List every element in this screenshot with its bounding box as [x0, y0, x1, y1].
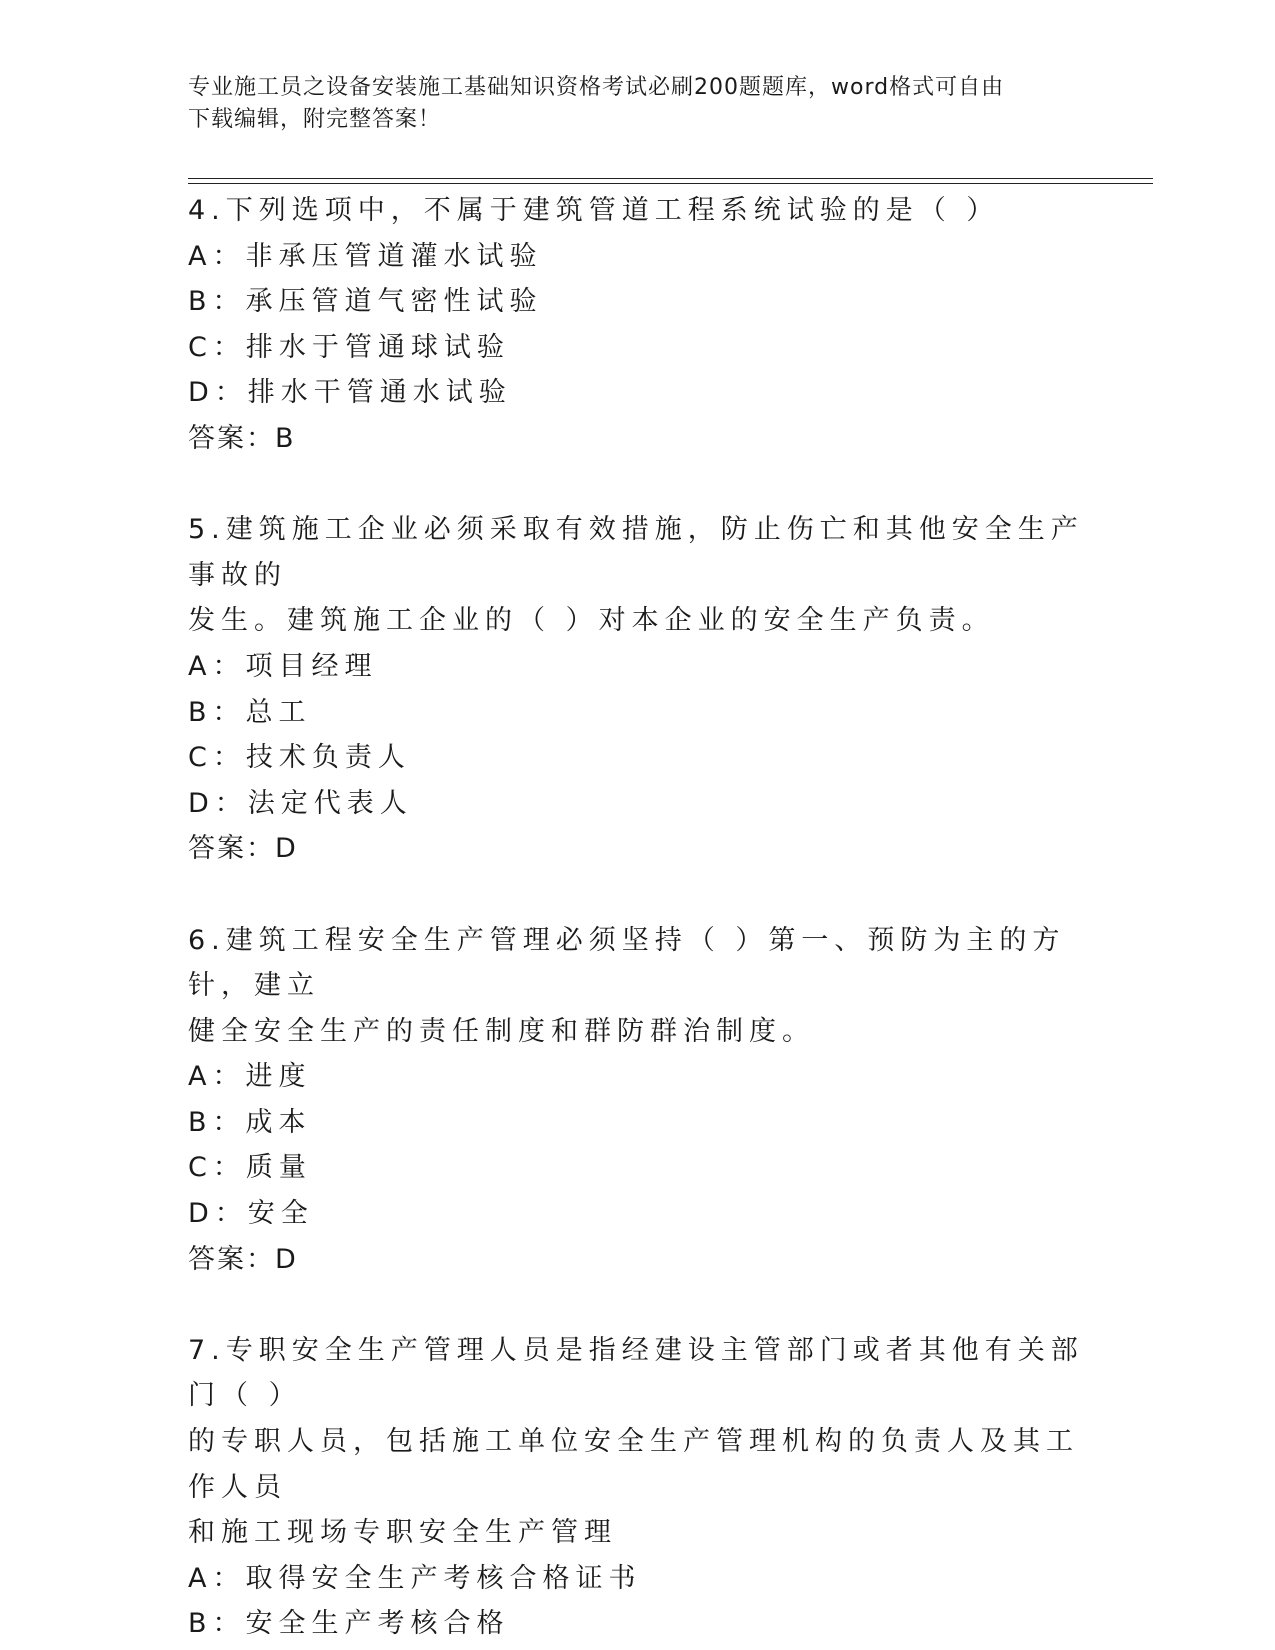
question-4-answer: 答案：B	[188, 422, 296, 454]
question-4-option-d: D：排水干管通水试验	[188, 377, 512, 409]
question-gap	[188, 1282, 1088, 1328]
question-5	[188, 507, 1088, 872]
question-4-stem-line-1: 4.下列选项中，不属于建筑管道工程系统试验的是（ ）	[188, 195, 1000, 226]
header-divider-top	[188, 178, 1153, 179]
question-6-stem-line-2: 健全安全生产的责任制度和群防群治制度。	[188, 1015, 815, 1047]
question-4-option-a: A：非承压管道灌水试验	[188, 240, 543, 272]
question-gap	[188, 872, 1088, 918]
document-header	[188, 72, 1088, 136]
question-6-stem-line-1: 6.建筑工程安全生产管理必须坚持（ ）第一、预防为主的方针，建立	[188, 924, 1066, 1002]
question-4-option-c: C：排水于管通球试验	[188, 331, 510, 363]
question-7-option-b: B：安全生产考核合格	[188, 1608, 510, 1640]
header-line-1: 专业施工员之设备安装施工基础知识资格考试必刷200题题库，word格式可自由	[188, 75, 1005, 100]
question-gap	[188, 462, 1088, 508]
question-7-stem-line-3: 和施工现场专职安全生产管理	[188, 1517, 617, 1549]
question-5-stem-line-1: 5.建筑施工企业必须采取有效措施，防止伤亡和其他安全生产事故的	[188, 514, 1084, 591]
question-7	[188, 1328, 1088, 1647]
header-divider-bottom	[188, 183, 1153, 184]
question-4	[188, 188, 1088, 462]
question-7-option-a: A：取得安全生产考核合格证书	[188, 1562, 642, 1594]
question-6-option-d: D：安全	[188, 1198, 314, 1230]
question-6-option-a: A：进度	[188, 1061, 312, 1093]
question-6-answer: 答案：D	[188, 1243, 298, 1275]
question-6-option-c: C：质量	[188, 1152, 312, 1184]
question-5-option-a: A：项目经理	[188, 650, 378, 682]
question-6	[188, 918, 1088, 1283]
question-5-option-d: D：法定代表人	[188, 787, 413, 819]
question-5-answer: 答案：D	[188, 833, 298, 865]
question-7-stem-line-1: 7.专职安全生产管理人员是指经建设主管部门或者其他有关部门（ ）	[188, 1334, 1084, 1412]
question-4-option-b: B：承压管道气密性试验	[188, 286, 543, 318]
question-5-stem-line-2: 发生。建筑施工企业的（ ）对本企业的安全生产负责。	[188, 605, 995, 637]
question-7-stem-line-2: 的专职人员，包括施工单位安全生产管理机构的负责人及其工作人员	[188, 1426, 1079, 1503]
question-6-option-b: B：成本	[188, 1106, 312, 1138]
question-5-option-c: C：技术负责人	[188, 742, 411, 774]
question-5-option-b: B：总工	[188, 696, 312, 728]
header-line-2: 下载编辑，附完整答案！	[188, 107, 442, 132]
question-list	[188, 188, 1088, 1647]
